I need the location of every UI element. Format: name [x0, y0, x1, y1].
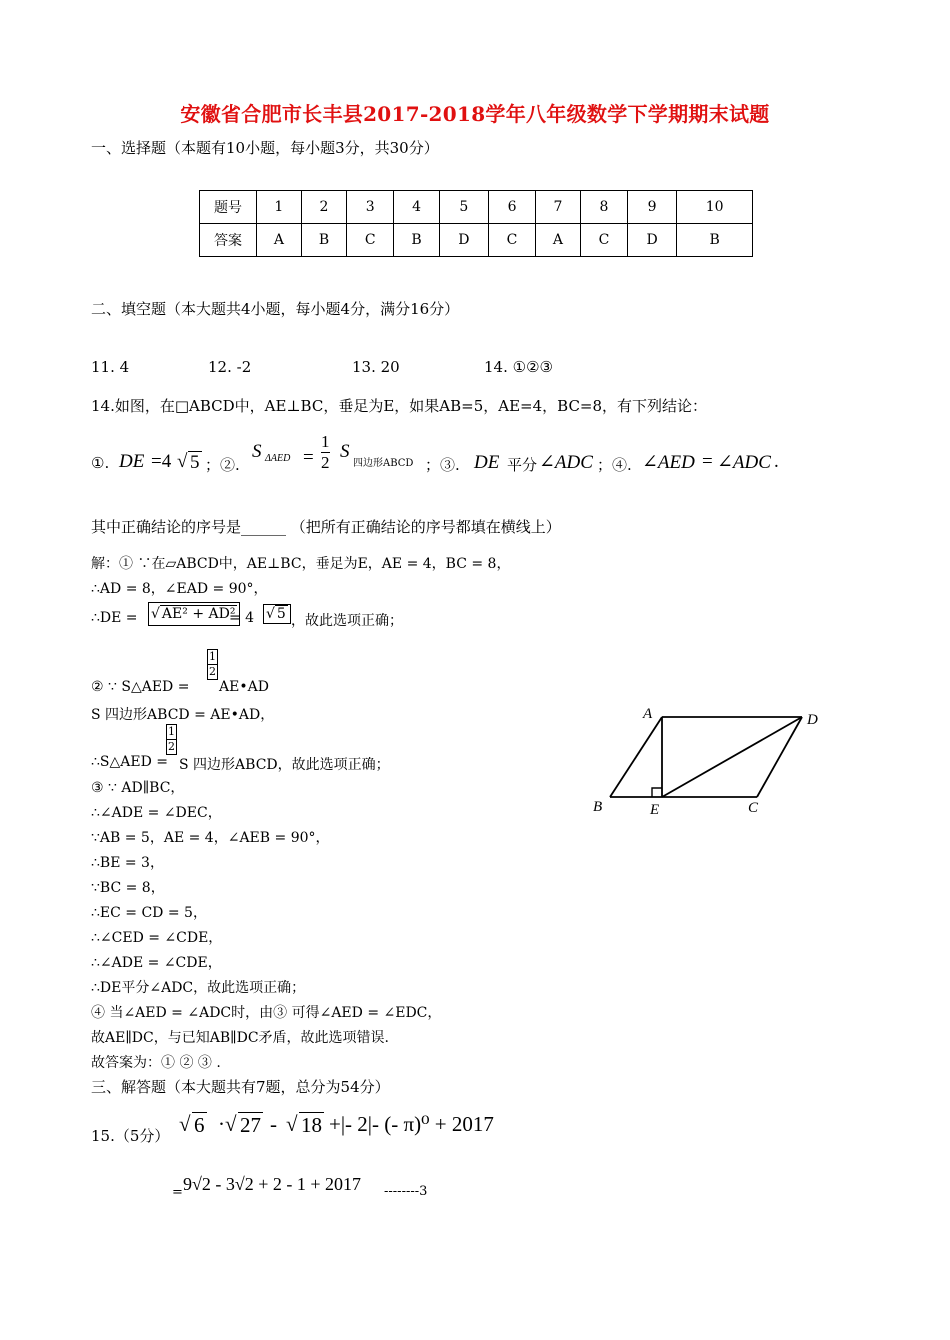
solution-line: ∴DE平分∠ADC，故此选项正确；	[91, 980, 306, 996]
solution-de-radicand2: 5	[276, 606, 286, 622]
solution-line: ③ ∵ AD∥BC，	[91, 780, 185, 796]
solution-area-prefix: ② ∵ S△AED =	[91, 679, 190, 695]
fraction-numerator: 1	[168, 725, 175, 738]
table-cell: A	[536, 224, 581, 257]
table-cell: B	[677, 224, 753, 257]
edge-ab	[610, 717, 662, 797]
table-cell: D	[628, 224, 677, 257]
conclusion-2-s2: S	[340, 441, 350, 462]
solution-line: S 四边形ABCD = AE•AD，	[91, 707, 275, 723]
conclusion-1-label: ①.	[91, 454, 110, 472]
sqrt-icon: √	[286, 1112, 298, 1136]
conclusion-2-s1: S	[252, 441, 262, 462]
solution-line: ∴∠ADE = ∠DEC，	[91, 805, 222, 821]
table-cell: C	[347, 224, 394, 257]
solution-line: ∵AB = 5，AE = 4，∠AEB = 90°，	[91, 830, 330, 846]
table-cell: C	[580, 224, 627, 257]
sqrt-icon: √	[225, 1112, 237, 1136]
label-a: A	[643, 706, 653, 722]
conclusion-2-fraction	[321, 432, 330, 473]
conclusion-4-eq: =	[702, 451, 713, 472]
solution-line: 故AE∥DC，与已知AB∥DC矛盾，故此选项错误.	[91, 1030, 389, 1046]
right-angle-icon	[652, 788, 662, 797]
section-2-heading: 二、填空题（本大题共4小题，每小题4分，满分16分）	[91, 300, 460, 318]
table-row	[200, 224, 753, 257]
label-b: B	[593, 799, 603, 815]
section-3-heading: 三、解答题（本大题共有7题，总分为54分）	[91, 1078, 390, 1096]
conclusion-4-label: ；④.	[597, 456, 632, 474]
table-header-cell: 题号	[200, 191, 257, 224]
solution-line: ∴EC = CD = 5，	[91, 905, 207, 921]
table-cell: 1	[257, 191, 302, 224]
answer-table	[199, 190, 753, 257]
q15-radicand-1: 6	[194, 1113, 205, 1137]
q15-rest: +|- 2|- (- π)⁰ + 2017	[329, 1112, 494, 1136]
solution-area2-prefix: ∴S△AED =	[91, 754, 168, 770]
q15-minus: -	[270, 1112, 277, 1136]
fraction-numerator: 1	[321, 432, 330, 451]
label-c: C	[748, 800, 759, 816]
fraction-denominator: 2	[168, 740, 175, 753]
table-cell: 5	[439, 191, 488, 224]
label-e: E	[650, 802, 660, 818]
sqrt-icon: √	[177, 451, 188, 472]
solution-line: ∴AD = 8，∠EAD = 90°，	[91, 581, 268, 597]
solution-de-prefix: ∴DE =	[91, 610, 138, 626]
conclusion-2-eq: =	[303, 447, 314, 468]
conclusion-1-radicand: 5	[190, 452, 200, 473]
conclusion-4-angle2: ∠ADC	[717, 452, 771, 473]
fraction-denominator: 2	[209, 665, 216, 678]
solution-line: ∴BE = 3，	[91, 855, 164, 871]
table-cell: A	[257, 224, 302, 257]
conclusion-1-eq: =4	[151, 451, 172, 472]
solution-area-post: AE•AD	[219, 679, 269, 695]
q15-radicand-2: 27	[240, 1113, 261, 1137]
table-header-cell: 答案	[200, 224, 257, 257]
table-cell: 9	[628, 191, 677, 224]
q15-dot: ·	[218, 1112, 225, 1136]
solution-fraction-half	[207, 649, 218, 680]
solution-de-radicand: AE² + AD²	[161, 606, 236, 622]
conclusion-3-label: ；③.	[425, 456, 460, 474]
conclusion-3-math: DE	[474, 452, 500, 473]
table-cell: 7	[536, 191, 581, 224]
table-cell: B	[394, 224, 439, 257]
step-score: --------3	[384, 1184, 428, 1199]
conclusion-4-angle1: ∠AED	[642, 452, 695, 473]
fraction-denominator: 2	[321, 453, 330, 472]
page-title: 安徽省合肥市长丰县2017-2018学年八年级数学下学期期末试题	[180, 102, 770, 126]
conclusion-2-sub2: 四边形ABCD	[353, 458, 414, 469]
solution-area2-post: S 四边形ABCD，故此选项正确；	[179, 757, 390, 773]
q15-radicand-3: 18	[301, 1113, 322, 1137]
table-row	[200, 191, 753, 224]
parallelogram-figure	[585, 700, 830, 825]
conclusion-2-label: ；②.	[205, 456, 240, 474]
table-cell: 2	[301, 191, 346, 224]
segment-de	[662, 717, 802, 797]
table-cell: 6	[488, 191, 535, 224]
conclusion-4-end: .	[774, 451, 779, 472]
solution-line: 解：① ∵在▱ABCD中，AE⊥BC，垂足为E，AE = 4，BC = 8，	[91, 556, 511, 572]
question-14-prompt: 其中正确结论的序号是______ （把所有正确结论的序号都填在横线上）	[91, 518, 561, 536]
section-1-heading: 一、选择题（本题有10小题，每小题3分，共30分）	[91, 139, 439, 157]
conclusion-1-math: DE	[119, 451, 145, 472]
solution-line: ∴∠ADE = ∠CDE，	[91, 955, 222, 971]
fill-answer-14: 14. ①②③	[484, 358, 553, 376]
solution-line: 故答案为：① ② ③ .	[91, 1055, 221, 1071]
solution-fraction-half	[166, 724, 177, 755]
conclusion-3-text: 平分	[507, 456, 538, 474]
solution-line: ∴∠CED = ∠CDE，	[91, 930, 223, 946]
conclusion-3-angle: ∠ADC	[539, 452, 593, 473]
sqrt-icon: √	[179, 1112, 191, 1136]
solution-line: ∵BC = 8，	[91, 880, 165, 896]
table-cell: 4	[394, 191, 439, 224]
fill-answer-11: 11. 4	[91, 358, 130, 376]
fill-answer-13: 13. 20	[352, 358, 400, 376]
table-cell: C	[488, 224, 535, 257]
step-eq: =	[172, 1185, 183, 1200]
table-cell: D	[439, 224, 488, 257]
table-cell: 10	[677, 191, 753, 224]
conclusion-2-sub1: ΔAED	[265, 453, 291, 464]
solution-de-post: ，故此选项正确；	[291, 613, 403, 629]
table-cell: 3	[347, 191, 394, 224]
fill-answer-12: 12. -2	[208, 358, 252, 376]
label-d: D	[807, 712, 818, 728]
table-cell: B	[301, 224, 346, 257]
question-15-label: 15.（5分）	[91, 1127, 170, 1145]
solution-de-mid: = 4	[229, 610, 255, 626]
solution-line: ④ 当∠AED = ∠ADC时，由③ 可得∠AED = ∠EDC，	[91, 1005, 442, 1021]
solution-de-radical2: √ 5	[263, 604, 291, 624]
question-14-stem: 14.如图，在□ABCD中，AE⊥BC，垂足为E，如果AB=5，AE=4，BC=8，有下列结论：	[91, 397, 708, 415]
table-cell: 8	[580, 191, 627, 224]
fraction-numerator: 1	[209, 650, 216, 663]
step-expression: 9√2 - 3√2 + 2 - 1 + 2017	[183, 1174, 362, 1194]
solution-de-radical: √ AE² + AD²	[148, 602, 240, 626]
